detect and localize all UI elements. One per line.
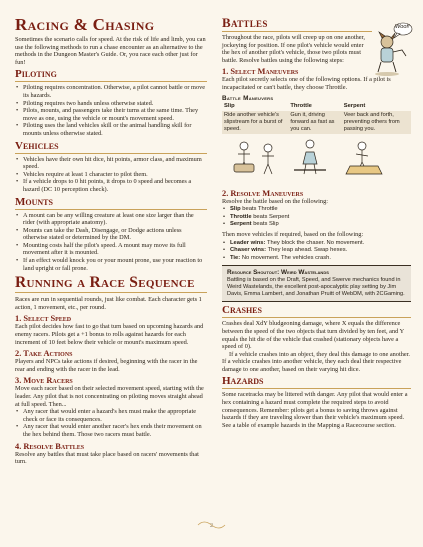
sequence-title: Running a Race Sequence [15, 274, 195, 292]
hazards-heading: Hazards [222, 375, 264, 388]
table-header: Throttle [290, 102, 312, 109]
sequence-rule [15, 292, 207, 293]
step-2-heading: 2. Take Actions [15, 349, 73, 359]
step-3-text: Move each racer based on their selected movement speed, starting with the leader. Any pilot that is not concentrating on piloting moves straight ahead at full speed. Then... [15, 385, 204, 408]
list-item: • Serpent beats Slip [230, 221, 411, 229]
list-item: • Any racer that would enter a hazard's hex must make the appropriate check or face its consequences. [23, 408, 207, 423]
right-column [222, 16, 411, 429]
left-column [15, 16, 207, 466]
step-3-list [15, 408, 207, 438]
table-cell: Gun it, driving forward as fast as you can. [290, 111, 335, 132]
step-1-text: Each pilot decides how fast to go that turn based on upcoming hazards and enemy racers. Pilots get a +1 bonus to rolls against hazards for each increment of 10 feet below their vehicle or mount's maximum speed. [15, 323, 204, 346]
intro-paragraph: Sometimes the scenario calls for speed. At the risk of life and limb, you can use the following methods to run a chase encounter as an alternative to the methods in the Dungeon Master's Guide. Or, you race each other just for fun! [15, 36, 206, 66]
movement-intro: Then move vehicles if required, based on the following: [222, 230, 364, 238]
step-1-heading: 1. Select Speed [15, 314, 72, 324]
sequence-intro: Races are run in sequential rounds, just like combat. Each character gets 1 action, 1 movement, etc., per round. [15, 296, 202, 311]
crashes-text-2: If a vehicle crashes into an object, they deal this damage to one another. If a vehicle crashes into another vehicle, they each deal their respective damage to one another, based on their varying hit dice. [222, 350, 410, 373]
battles-text: Throughout the race, pilots will creep up on one another, jockeying for position. If one pilot's vehicle would enter the hex of another pilot's vehicle, those two pilots must battle. Resolve battles using the following steps: [222, 34, 365, 64]
hazards-rule [222, 388, 411, 389]
beats-list [222, 206, 411, 229]
racers-illustration [222, 134, 411, 184]
piloting-heading: Piloting [15, 68, 57, 81]
crashes-rule [222, 317, 411, 318]
step-2-text: Players and NPCs take actions if desired, beginning with the racer in the rear and ending with the racer in the lead. [15, 358, 198, 373]
table-title: Battle Maneuvers [222, 94, 274, 102]
list-item: • Tie: No movement. The vehicles crash. [230, 255, 411, 263]
resolve-text: Resolve the battle based on the following: [222, 197, 328, 205]
list-item: • Throttle beats Serpent [230, 214, 411, 222]
shoutout-text: Battling is based on the Draft, Speed, and Swerve mechanics found in Weird Wastelands, the excellent post-apocalyptic play setting by Jim Davis, Emma Lambert, and Jonathan Pruitt of WebDM, with 2CGaming. [227, 277, 405, 298]
step-3-heading: 3. Move Racers [15, 376, 73, 386]
maneuvers-text: Each pilot secretly selects one of the following options. If a pilot is incapacitated or can't battle, they choose Throttle. [222, 76, 391, 91]
list-item: • Piloting uses the land vehicles skill or the animal handling skill for mounts unless otherwise stated. [23, 122, 207, 137]
vehicles-list [15, 156, 207, 194]
list-item: • Mounts can take the Dash, Disengage, or Dodge actions unless otherwise stated or determined by the DM. [23, 227, 207, 242]
outcomes-list [222, 240, 411, 263]
page-title: Racing & Chasing [15, 15, 155, 34]
table-cell: Ride another vehicle's slipstream for a burst of speed. [224, 111, 283, 132]
list-item: • Slip beats Throttle [230, 206, 411, 214]
resource-shoutout-box [222, 265, 411, 302]
piloting-rule [15, 81, 207, 82]
hazards-text: Some racetracks may be littered with danger. Any pilot that would enter a hex containing a hazard must complete the required steps to avoid consequences. Remember: pilots get a bonus to saving throws against hazards if they are traveling slower than their vehicle's maximum speed. See a table of example hazards in the Mapping a Racecourse section. [222, 391, 408, 429]
list-item: • Vehicles require at least 1 character to pilot them. [23, 171, 207, 179]
step-4-text: Resolve any battles that must take place based on racers' movements that turn. [15, 450, 199, 466]
battles-rule [222, 31, 372, 32]
mounts-heading: Mounts [15, 195, 53, 208]
table-row [222, 111, 411, 134]
list-item: • Mounting costs half the pilot's speed. A mount may move its full movement after it is mounted. [23, 242, 207, 257]
list-item: • Piloting requires concentration. Otherwise, a pilot cannot battle or move its hazards. [23, 84, 207, 99]
maneuvers-table [222, 102, 411, 134]
list-item: • Vehicles have their own hit dice, hit points, armor class, and maximum speed. [23, 156, 207, 171]
list-item: • Any racer that would enter another racer's hex ends their movement on the hex behind them. Those two racers must battle. [23, 423, 207, 438]
table-header: Serpent [343, 102, 366, 109]
list-item: • Leader wins: They block the chaser. No movement. [230, 240, 411, 248]
mounts-rule [15, 209, 207, 210]
maneuvers-heading: 1. Select Maneuvers [222, 67, 299, 77]
list-item: • Piloting requires two hands unless otherwise stated. [23, 100, 207, 108]
list-item: • Pilots, mounts, and passengers take their turns at the same time. They move as one, using the vehicle or mount's movement speed. [23, 107, 207, 122]
battles-heading: Battles [222, 15, 268, 30]
resolve-heading: 2. Resolve Maneuvers [222, 188, 304, 198]
page-number: 2 [210, 523, 213, 529]
shoutout-title: Resource Shoutout: Weird Wastelands [227, 269, 329, 277]
crashes-text: Crashes deal XdY bludgeoning damage, where X equals the difference between the speed of the two objects that turn divided by ten feet, and Y equals the hit die of the vehicle that crashed (stationary objects have a speed of 0). [222, 320, 404, 351]
table-cell: Veer back and forth, preventing others from passing you. [343, 111, 400, 132]
vehicles-heading: Vehicles [15, 139, 59, 152]
list-item: • If an effect would knock you or your mount prone, use your reaction to land upright or fall prone. [23, 257, 207, 272]
list-item: • Chaser wins: They leap ahead. Swap hexes. [230, 247, 411, 255]
list-item: • A mount can be any willing creature at least one size larger than the rider (with appropriate anatomy). [23, 212, 207, 227]
list-item: • If a vehicle drops to 0 hit points, it drops to 0 speed and becomes a hazard (DC 10 perception check). [23, 178, 207, 193]
step-4-heading: 4. Resolve Battles [15, 441, 85, 451]
piloting-list [15, 84, 207, 137]
mounts-list [15, 212, 207, 273]
table-header: Slip [224, 102, 235, 109]
vehicles-rule [15, 153, 207, 154]
speech-bubble-text: Woof! [395, 24, 410, 30]
crashes-heading: Crashes [222, 304, 262, 317]
